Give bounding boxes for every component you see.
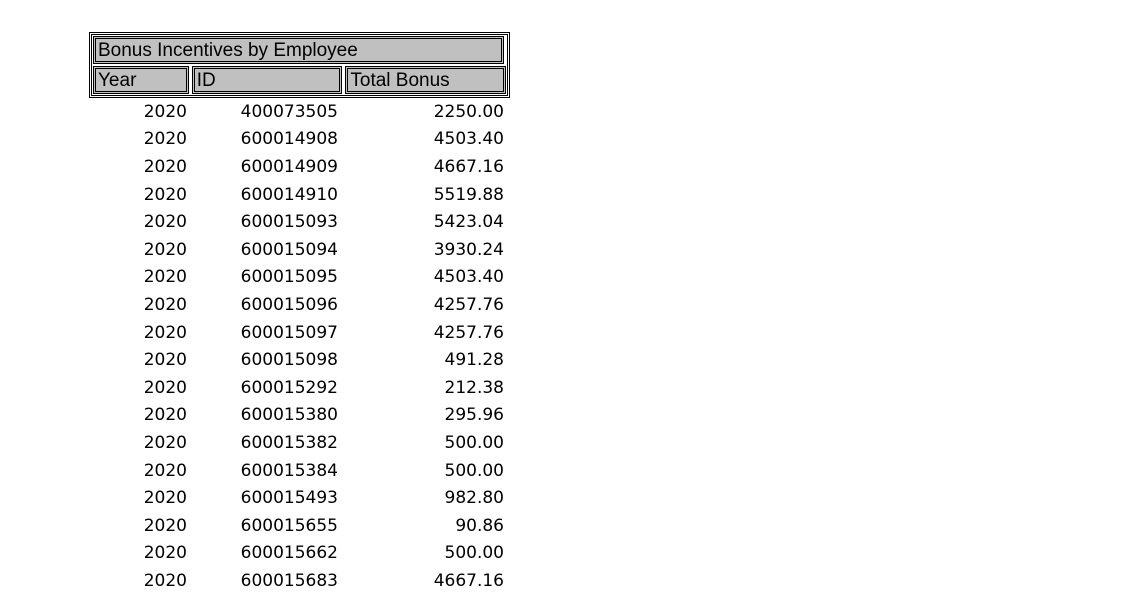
total-bonus-cell: 491.28 <box>444 350 504 371</box>
column-header-id: ID <box>192 66 343 94</box>
year-cell: 2020 <box>143 294 187 315</box>
year-cell: 2020 <box>143 129 187 150</box>
total-bonus-cell: 4257.76 <box>433 322 504 343</box>
total-bonus-cell: 5423.04 <box>433 212 504 233</box>
table-row <box>89 484 510 512</box>
total-bonus-cell: 212.38 <box>444 377 504 398</box>
id-cell: 600015683 <box>240 570 338 591</box>
year-cell: 2020 <box>143 322 187 343</box>
year-cell: 2020 <box>143 377 187 398</box>
id-cell: 600015097 <box>240 322 338 343</box>
table-row <box>89 319 510 347</box>
table-row <box>89 208 510 236</box>
year-cell: 2020 <box>143 488 187 509</box>
year-cell: 2020 <box>143 184 187 205</box>
table-row <box>89 153 510 181</box>
report-header <box>89 32 510 98</box>
year-cell: 2020 <box>143 460 187 481</box>
table-row <box>89 567 510 595</box>
id-cell: 600014910 <box>240 184 338 205</box>
year-cell: 2020 <box>143 239 187 260</box>
id-cell: 600015095 <box>240 267 338 288</box>
total-bonus-cell: 4667.16 <box>433 570 504 591</box>
total-bonus-cell: 500.00 <box>444 543 504 564</box>
total-bonus-cell: 982.80 <box>444 488 504 509</box>
table-row <box>89 540 510 568</box>
year-cell: 2020 <box>143 515 187 536</box>
year-cell: 2020 <box>143 267 187 288</box>
year-cell: 2020 <box>143 350 187 371</box>
id-cell: 600014909 <box>240 156 338 177</box>
id-cell: 600015096 <box>240 294 338 315</box>
table-row <box>89 181 510 209</box>
report-rows <box>89 98 510 595</box>
id-cell: 600014908 <box>240 129 338 150</box>
total-bonus-cell: 3930.24 <box>433 239 504 260</box>
total-bonus-cell: 90.86 <box>455 515 504 536</box>
table-row <box>89 457 510 485</box>
column-header-year: Year <box>93 66 189 94</box>
id-cell: 600015292 <box>240 377 338 398</box>
id-cell: 600015098 <box>240 350 338 371</box>
id-cell: 600015662 <box>240 543 338 564</box>
id-cell: 600015384 <box>240 460 338 481</box>
total-bonus-cell: 295.96 <box>444 405 504 426</box>
report-title-row <box>93 36 506 64</box>
total-bonus-cell: 500.00 <box>444 432 504 453</box>
table-row <box>89 402 510 430</box>
bonus-report <box>89 32 510 595</box>
id-cell: 600015094 <box>240 239 338 260</box>
id-cell: 600015093 <box>240 212 338 233</box>
year-cell: 2020 <box>143 156 187 177</box>
year-cell: 2020 <box>143 405 187 426</box>
report-title: Bonus Incentives by Employee <box>93 36 504 64</box>
table-row <box>89 374 510 402</box>
total-bonus-cell: 500.00 <box>444 460 504 481</box>
year-cell: 2020 <box>143 101 187 122</box>
year-cell: 2020 <box>143 212 187 233</box>
table-row <box>89 346 510 374</box>
year-cell: 2020 <box>143 570 187 591</box>
year-cell: 2020 <box>143 432 187 453</box>
total-bonus-cell: 4667.16 <box>433 156 504 177</box>
column-header-total-bonus: Total Bonus <box>345 66 506 94</box>
id-cell: 400073505 <box>240 101 338 122</box>
table-row <box>89 264 510 292</box>
total-bonus-cell: 4503.40 <box>433 267 504 288</box>
id-cell: 600015655 <box>240 515 338 536</box>
table-row <box>89 98 510 126</box>
year-cell: 2020 <box>143 543 187 564</box>
table-row <box>89 291 510 319</box>
table-row <box>89 236 510 264</box>
id-cell: 600015493 <box>240 488 338 509</box>
id-cell: 600015382 <box>240 432 338 453</box>
total-bonus-cell: 2250.00 <box>433 101 504 122</box>
table-row <box>89 429 510 457</box>
table-row <box>89 126 510 154</box>
total-bonus-cell: 4503.40 <box>433 129 504 150</box>
id-cell: 600015380 <box>240 405 338 426</box>
column-header-row <box>93 66 506 94</box>
total-bonus-cell: 4257.76 <box>433 294 504 315</box>
total-bonus-cell: 5519.88 <box>433 184 504 205</box>
table-row <box>89 512 510 540</box>
